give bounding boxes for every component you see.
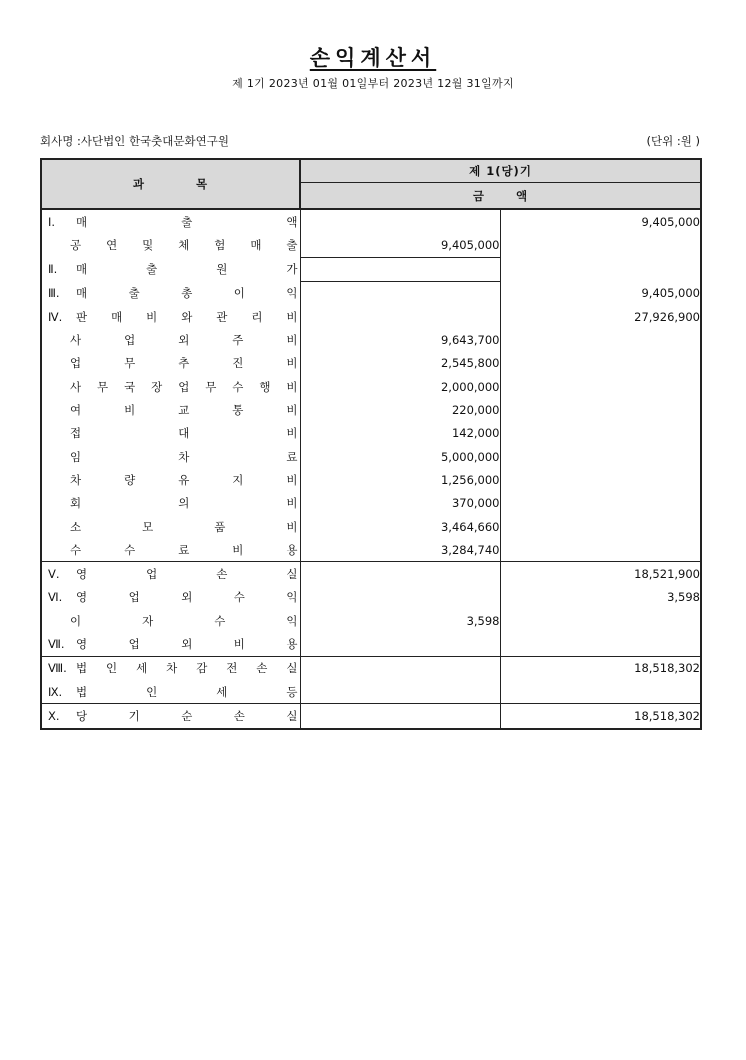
- table-row: [41, 352, 701, 375]
- table-row: [41, 233, 701, 257]
- total-amount: [500, 398, 701, 421]
- table-row: [41, 704, 701, 729]
- detail-amount: 3,464,660: [300, 515, 500, 538]
- amount-column-header: 금 액: [300, 183, 701, 209]
- account-label: 영 업 손 실: [76, 567, 298, 582]
- section-number: Ⅳ.: [48, 309, 63, 324]
- total-amount: [500, 257, 701, 281]
- section-number: Ⅲ.: [48, 286, 60, 301]
- total-amount: [500, 609, 701, 632]
- account-label: 사 무 국 장 업 무 수 행 비: [70, 379, 298, 394]
- detail-amount: 142,000: [300, 422, 500, 445]
- account-label: 영 업 외 비 용: [76, 636, 298, 651]
- total-amount: [500, 375, 701, 398]
- total-amount: 18,521,900: [500, 562, 701, 586]
- total-amount: 27,926,900: [500, 305, 701, 328]
- detail-amount: 9,643,700: [300, 328, 500, 351]
- account-label: 공 연 및 체 험 매 출: [70, 238, 298, 253]
- account-label: 이 자 수 익: [70, 613, 298, 628]
- section-number: Ⅱ.: [48, 262, 58, 277]
- total-amount: 3,598: [500, 586, 701, 609]
- detail-amount: [300, 305, 500, 328]
- total-amount: [500, 632, 701, 656]
- account-cell: [41, 680, 300, 704]
- table-row: [41, 562, 701, 586]
- total-amount: 9,405,000: [500, 281, 701, 305]
- total-amount: [500, 352, 701, 375]
- total-amount: [500, 233, 701, 257]
- account-cell: [41, 257, 300, 281]
- account-label: 매 출 액: [76, 214, 298, 229]
- account-cell: [41, 515, 300, 538]
- total-amount: [500, 445, 701, 468]
- table-row: [41, 328, 701, 351]
- section-number: Ⅰ.: [48, 214, 56, 229]
- account-cell: [41, 445, 300, 468]
- total-amount: [500, 515, 701, 538]
- detail-amount: [300, 257, 500, 281]
- account-cell: [41, 586, 300, 609]
- account-cell: [41, 233, 300, 257]
- section-number: Ⅹ.: [48, 708, 60, 723]
- account-cell: [41, 492, 300, 515]
- table-row: [41, 375, 701, 398]
- table-row: [41, 586, 701, 609]
- total-amount: 18,518,302: [500, 704, 701, 729]
- account-cell: [41, 305, 300, 328]
- account-cell: [41, 352, 300, 375]
- account-label: 여 비 교 통 비: [70, 403, 298, 418]
- table-row: [41, 492, 701, 515]
- detail-amount: 220,000: [300, 398, 500, 421]
- total-amount: [500, 680, 701, 704]
- total-amount: [500, 328, 701, 351]
- detail-amount: 3,284,740: [300, 538, 500, 562]
- section-number: Ⅵ.: [48, 590, 63, 605]
- table-row: [41, 281, 701, 305]
- detail-amount: 9,405,000: [300, 233, 500, 257]
- table-row: [41, 398, 701, 421]
- total-amount: 18,518,302: [500, 656, 701, 680]
- section-number: Ⅶ.: [48, 636, 65, 651]
- currency-unit: (단위 :원 ): [646, 134, 700, 148]
- detail-amount: 5,000,000: [300, 445, 500, 468]
- account-cell: [41, 281, 300, 305]
- account-label: 업 무 추 진 비: [70, 356, 298, 371]
- account-cell: [41, 209, 300, 233]
- account-cell: [41, 375, 300, 398]
- account-cell: [41, 328, 300, 351]
- total-amount: [500, 492, 701, 515]
- detail-amount: [300, 656, 500, 680]
- company-name: 회사명 :사단법인 한국춧대문화연구원: [40, 134, 229, 148]
- detail-amount: 3,598: [300, 609, 500, 632]
- section-number: Ⅸ.: [48, 684, 63, 699]
- table-row: [41, 632, 701, 656]
- account-cell: [41, 632, 300, 656]
- account-cell: [41, 422, 300, 445]
- section-number: Ⅷ.: [48, 661, 67, 676]
- table-row: [41, 680, 701, 704]
- detail-amount: [300, 680, 500, 704]
- detail-amount: 2,000,000: [300, 375, 500, 398]
- table-row: [41, 468, 701, 491]
- total-amount: [500, 468, 701, 491]
- account-cell: [41, 704, 300, 729]
- detail-amount: [300, 562, 500, 586]
- account-label: 판 매 비 와 관 리 비: [76, 309, 298, 324]
- table-row: [41, 257, 701, 281]
- table-row: [41, 422, 701, 445]
- statement-title: 손익계산서: [309, 46, 437, 70]
- account-label: 사 업 외 주 비: [70, 333, 298, 348]
- account-label: 소 모 품 비: [70, 519, 298, 534]
- account-label: 차 량 유 지 비: [70, 472, 298, 487]
- detail-amount: [300, 704, 500, 729]
- account-label: 법 인 세 등: [76, 684, 298, 699]
- detail-amount: [300, 586, 500, 609]
- account-cell: [41, 398, 300, 421]
- table-row: [41, 515, 701, 538]
- detail-amount: [300, 209, 500, 233]
- detail-amount: 2,545,800: [300, 352, 500, 375]
- account-column-header: 과 목: [41, 159, 300, 209]
- account-cell: [41, 656, 300, 680]
- detail-amount: 1,256,000: [300, 468, 500, 491]
- account-cell: [41, 468, 300, 491]
- detail-amount: [300, 632, 500, 656]
- account-label: 수 수 료 비 용: [70, 542, 298, 557]
- account-label: 매 출 총 이 익: [76, 286, 298, 301]
- detail-amount: 370,000: [300, 492, 500, 515]
- table-row: [41, 609, 701, 632]
- table-row: [41, 209, 701, 233]
- account-cell: [41, 562, 300, 586]
- account-label: 임 차 료: [70, 449, 298, 464]
- account-cell: [41, 538, 300, 562]
- detail-amount: [300, 281, 500, 305]
- account-label: 매 출 원 가: [76, 262, 298, 277]
- fiscal-period: 제 1기 2023년 01월 01일부터 2023년 12월 31일까지: [232, 77, 514, 90]
- account-label: 영 업 외 수 익: [76, 590, 298, 605]
- total-amount: [500, 538, 701, 562]
- section-number: Ⅴ.: [48, 567, 60, 582]
- table-row: [41, 305, 701, 328]
- table-row: [41, 538, 701, 562]
- total-amount: [500, 422, 701, 445]
- account-label: 당 기 순 손 실: [76, 708, 298, 723]
- income-statement-table: [40, 158, 702, 730]
- table-row: [41, 656, 701, 680]
- account-cell: [41, 609, 300, 632]
- account-label: 접 대 비: [70, 426, 298, 441]
- period-column-header: 제 1(당)기: [300, 159, 701, 183]
- total-amount: 9,405,000: [500, 209, 701, 233]
- account-label: 회 의 비: [70, 496, 298, 511]
- account-label: 법 인 세 차 감 전 손 실: [76, 661, 298, 676]
- table-row: [41, 445, 701, 468]
